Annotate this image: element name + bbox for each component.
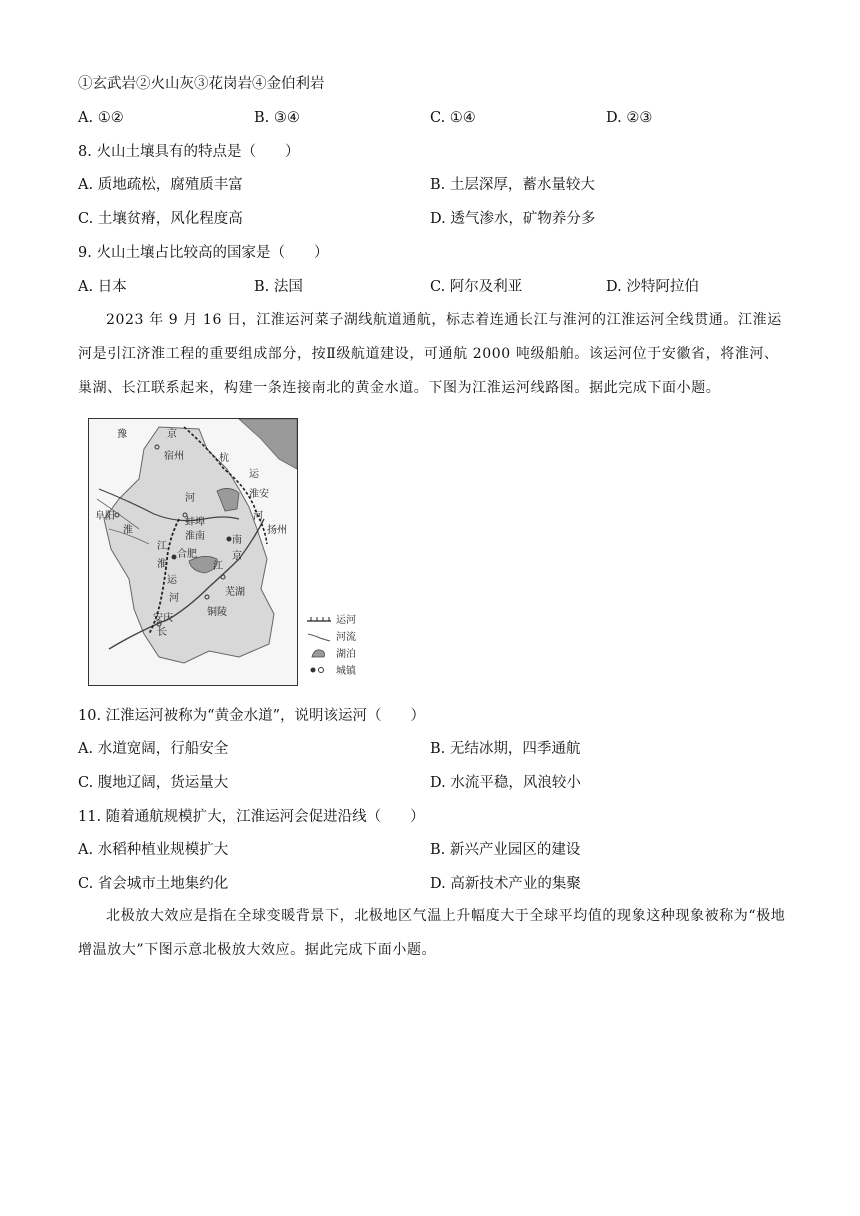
map-label-huai2: 淮 [157, 559, 167, 570]
map-label-jing: 京 [167, 429, 177, 440]
map-label-henan: 豫 [117, 429, 127, 440]
map-label-jiang1: 江 [157, 541, 167, 552]
map-label-huai1: 淮 [123, 525, 133, 536]
map-label-jing-city: 京 [232, 551, 242, 562]
map-label-yun2: 运 [167, 575, 177, 586]
q8-stem: 8. 火山土壤具有的特点是（ ） [78, 144, 300, 160]
q9-option-c: C. 阿尔及利亚 [430, 279, 523, 295]
map-label-he1: 河 [185, 493, 195, 504]
lake-hongze [239, 419, 297, 469]
map-label-nan: 南 [232, 535, 242, 546]
map-svg [89, 419, 297, 685]
q8-option-a: A. 质地疏松，腐殖质丰富 [78, 177, 243, 193]
legend-label-canal: 运河 [336, 615, 356, 626]
legend-label-river: 河流 [336, 632, 356, 643]
map-label-he3: 河 [169, 593, 179, 604]
river-symbol [306, 630, 332, 642]
town-symbol [306, 664, 332, 676]
jianghuai-canal-map [88, 418, 298, 686]
map-label-chang: 长 [157, 627, 167, 638]
map-label-bengbu: 蚌埠 [185, 517, 205, 528]
map-label-he2: 河 [253, 511, 263, 522]
city-marker-nanjing [227, 537, 232, 542]
q9-option-d: D. 沙特阿拉伯 [606, 279, 699, 295]
q7-option-c: C. ①④ [430, 110, 476, 126]
q7-items: ①玄武岩②火山灰③花岗岩④金伯利岩 [78, 76, 325, 92]
q8-option-d: D. 透气渗水，矿物养分多 [430, 211, 596, 227]
city-marker-hefei [172, 555, 177, 560]
q10-option-d: D. 水流平稳，风浪较小 [430, 775, 581, 791]
q7-option-b: B. ③④ [254, 110, 300, 126]
q11-option-d: D. 高新技术产业的集聚 [430, 876, 581, 892]
q7-option-a: A. ①② [78, 110, 124, 126]
q11-option-c: C. 省会城市土地集约化 [78, 876, 229, 892]
map-label-hefei: 合肥 [177, 549, 197, 560]
map-label-yangzhou: 扬州 [267, 525, 287, 536]
passage-jianghuai-canal: 2023 年 9 月 16 日，江淮运河菜子湖线航道通航，标志着连通长江与淮河的江淮运河全线贯通。江淮运河是引江济淮工程的重要组成部分，按Ⅱ级航道建设，可通航 2000 吨级船舶。该运河位于安徽省，将淮河、巢湖、长江联系起来，构建一条连接南北的黄金水道。下图为江淮运河线路图。据此完成下面小题。 [78, 312, 782, 396]
map-label-fuyang: 阜阳 [95, 511, 115, 522]
map-label-huainan: 淮南 [185, 531, 205, 542]
q9-option-a: A. 日本 [78, 279, 127, 295]
passage-arctic-amplification: 北极放大效应是指在全球变暖背景下，北极地区气温上升幅度大于全球平均值的现象这种现象被称为“极地增温放大”下图示意北极放大效应。据此完成下面小题。 [78, 908, 786, 958]
legend-label-lake: 湖泊 [336, 649, 356, 660]
legend-town [306, 661, 386, 678]
q10-stem: 10. 江淮运河被称为“黄金水道”，说明该运河（ ） [78, 708, 425, 724]
map-label-yun: 运 [249, 469, 259, 480]
canal-symbol [306, 613, 332, 625]
map-label-huaian: 淮安 [249, 489, 269, 500]
map-label-hang: 杭 [219, 453, 229, 464]
q11-option-a: A. 水稻种植业规模扩大 [78, 842, 229, 858]
q10-option-c: C. 腹地辽阔，货运量大 [78, 775, 229, 791]
q9-stem: 9. 火山土壤占比较高的国家是（ ） [78, 245, 329, 261]
q9-option-b: B. 法国 [254, 279, 303, 295]
q11-stem: 11. 随着通航规模扩大，江淮运河会促进沿线（ ） [78, 809, 425, 825]
q11-option-b: B. 新兴产业园区的建设 [430, 842, 581, 858]
map-label-suzhou: 宿州 [164, 451, 184, 462]
map-label-anqing: 安庆 [153, 613, 173, 624]
map-label-jiang2: 江 [213, 561, 223, 572]
legend-canal [306, 610, 386, 627]
map-label-tongling: 铜陵 [207, 607, 227, 618]
q7-option-d: D. ②③ [606, 110, 653, 126]
q8-option-c: C. 土壤贫瘠，风化程度高 [78, 211, 243, 227]
lake-symbol [306, 647, 332, 659]
legend-lake [306, 644, 386, 661]
q10-option-b: B. 无结冰期，四季通航 [430, 741, 581, 757]
map-label-wuhu: 芜湖 [225, 587, 245, 598]
legend-river [306, 627, 386, 644]
q10-option-a: A. 水道宽阔，行船安全 [78, 741, 229, 757]
legend-label-town: 城镇 [336, 666, 356, 677]
map-legend [306, 610, 386, 678]
q8-option-b: B. 土层深厚，蓄水量较大 [430, 177, 595, 193]
